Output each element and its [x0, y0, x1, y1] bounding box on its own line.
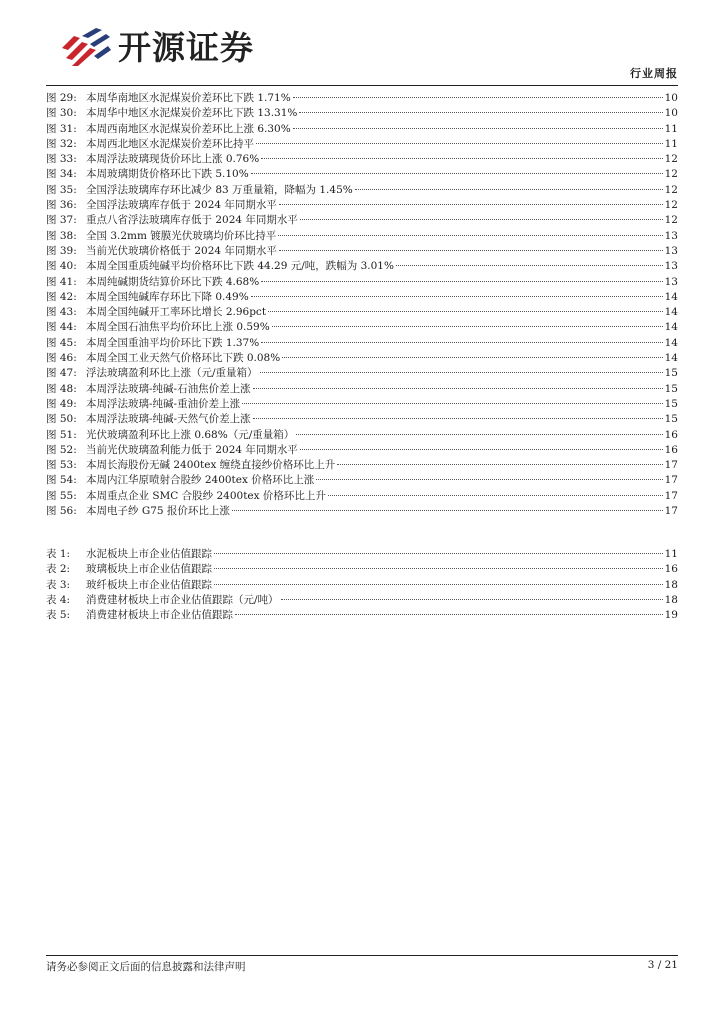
- figure-index-row[interactable]: [46, 166, 678, 181]
- table-index-row[interactable]: [46, 592, 678, 607]
- dot-leader: [328, 495, 663, 496]
- entry-title: 本周华南地区水泥煤炭价差环比下跌 1.71%: [86, 92, 291, 104]
- brand-name: 开源证券: [118, 28, 254, 67]
- figure-index-row[interactable]: [46, 90, 678, 105]
- entry-page: 17: [664, 459, 678, 472]
- dot-leader: [293, 128, 663, 129]
- entry-label: 图 52:: [46, 443, 77, 456]
- dot-leader: [296, 434, 662, 435]
- figure-index-row[interactable]: [46, 365, 678, 380]
- entry-title: 本周浮法玻璃-纯碱-重油价差上涨: [86, 397, 241, 410]
- figure-index-row[interactable]: [46, 381, 678, 396]
- entry-label: 图 45:: [46, 336, 77, 349]
- entry-page: 12: [664, 168, 678, 181]
- entry-page: 16: [664, 563, 678, 576]
- entry-page: 12: [664, 214, 678, 227]
- figure-index-row[interactable]: [46, 289, 678, 304]
- dot-leader: [278, 235, 662, 236]
- entry-title: 本周全国工业天然气价格环比下跌 0.08%: [86, 352, 281, 365]
- entry-title: 本周华中地区水泥煤炭价差环比下跌 13.31%: [86, 107, 298, 120]
- entry-page: 14: [664, 321, 678, 334]
- dot-leader: [235, 614, 663, 615]
- dot-leader: [214, 568, 663, 569]
- dot-leader: [282, 357, 662, 358]
- entry-label: 表 1:: [46, 548, 71, 560]
- entry-page: 16: [664, 428, 678, 441]
- figure-index-row[interactable]: [46, 350, 678, 365]
- entry-title: 本周重点企业 SMC 合股纱 2400tex 价格环比上升: [86, 489, 326, 502]
- dot-leader: [316, 479, 662, 480]
- entry-label: 图 46:: [46, 352, 77, 365]
- figure-index-row[interactable]: [46, 274, 678, 289]
- entry-label: 图 40:: [46, 260, 77, 273]
- entry-page: 13: [664, 229, 678, 242]
- entry-page: 12: [664, 153, 678, 166]
- entry-label: 图 31:: [46, 122, 77, 135]
- entry-page: 18: [664, 578, 678, 591]
- entry-page: 15: [664, 413, 678, 426]
- dot-leader: [261, 342, 662, 343]
- table-index-row[interactable]: [46, 577, 678, 592]
- entry-title: 全国 3.2mm 镀膜光伏玻璃均价环比持平: [86, 229, 277, 242]
- figure-index-row[interactable]: [46, 136, 678, 151]
- entry-label: 图 56:: [46, 505, 77, 518]
- entry-label: 图 39:: [46, 244, 77, 257]
- figure-index-row[interactable]: [46, 197, 678, 212]
- entry-title: 玻纤板块上市企业估值跟踪: [86, 578, 212, 591]
- dot-leader: [355, 189, 663, 190]
- entry-label: 表 4:: [46, 593, 71, 606]
- entry-label: 图 36:: [46, 199, 77, 212]
- entry-page: 13: [664, 275, 678, 288]
- entry-page: 14: [664, 306, 678, 319]
- dot-leader: [214, 584, 663, 585]
- dot-leader: [232, 510, 663, 511]
- figure-index-row[interactable]: [46, 503, 678, 518]
- entry-label: 图 47:: [46, 367, 77, 380]
- entry-title: 消费建材板块上市企业估值跟踪（元/吨）: [86, 593, 279, 606]
- entry-page: 17: [664, 489, 678, 502]
- entry-label: 图 48:: [46, 382, 77, 395]
- figure-index-row[interactable]: [46, 411, 678, 426]
- entry-page: 11: [664, 548, 678, 560]
- entry-title: 本周长海股份无碱 2400tex 缠绕直接纱价格环比上升: [86, 459, 336, 472]
- entry-label: 图 41:: [46, 275, 77, 288]
- entry-label: 表 2:: [46, 563, 71, 576]
- dot-leader: [279, 204, 663, 205]
- entry-title: 当前光伏玻璃盈利能力低于 2024 年同期水平: [86, 443, 298, 456]
- dot-leader: [300, 449, 663, 450]
- brand-logo: [60, 22, 254, 69]
- entry-page: 15: [664, 367, 678, 380]
- figure-index-row[interactable]: [46, 427, 678, 442]
- entry-label: 图 50:: [46, 413, 77, 426]
- dot-leader: [253, 388, 663, 389]
- dot-leader: [281, 599, 663, 600]
- entry-page: 15: [664, 397, 678, 410]
- table-index-row[interactable]: [46, 607, 678, 622]
- entry-label: 图 30:: [46, 107, 77, 120]
- entry-title: 本周全国石油焦平均价环比上涨 0.59%: [86, 321, 270, 334]
- entry-title: 全国浮法玻璃库存环比减少 83 万重量箱，降幅为 1.45%: [86, 183, 353, 196]
- dot-leader: [251, 296, 663, 297]
- entry-page: 19: [664, 609, 678, 622]
- dot-leader: [261, 158, 662, 159]
- dot-leader: [253, 418, 663, 419]
- entry-page: 14: [664, 290, 678, 303]
- figure-index-row[interactable]: [46, 182, 678, 197]
- entry-page: 12: [664, 199, 678, 212]
- entry-page: 16: [664, 443, 678, 456]
- entry-label: 图 54:: [46, 474, 77, 487]
- entry-label: 图 43:: [46, 306, 77, 319]
- entry-page: 17: [664, 505, 678, 518]
- entry-title: 本周西北地区水泥煤炭价差环比持平: [86, 137, 254, 150]
- dot-leader: [251, 173, 663, 174]
- figure-index-row[interactable]: [46, 319, 678, 334]
- entry-title: 重点八省浮法玻璃库存低于 2024 年同期水平: [86, 214, 298, 227]
- kaiyuan-logo-icon: [60, 26, 112, 66]
- entry-title: 本周电子纱 G75 报价环比上涨: [86, 505, 230, 518]
- dot-leader: [299, 112, 662, 113]
- table-index-row[interactable]: [46, 561, 678, 576]
- entry-title: 本周纯碱期货结算价环比下跌 4.68%: [86, 275, 260, 288]
- entry-title: 本周全国纯碱库存环比下降 0.49%: [86, 290, 249, 303]
- entry-label: 图 44:: [46, 321, 77, 334]
- dot-leader: [242, 403, 663, 404]
- entry-page: 12: [664, 183, 678, 196]
- entry-label: 图 38:: [46, 229, 77, 242]
- figure-index-row[interactable]: [46, 105, 678, 120]
- entry-page: 11: [664, 122, 678, 135]
- entry-title: 本周浮法玻璃现货价环比上涨 0.76%: [86, 153, 260, 166]
- entry-title: 本周浮法玻璃-纯碱-石油焦价差上涨: [86, 382, 251, 395]
- dot-leader: [293, 97, 663, 98]
- entry-label: 图 33:: [46, 153, 77, 166]
- dot-leader: [260, 372, 663, 373]
- table-index-row[interactable]: [46, 546, 678, 561]
- header-divider: [46, 85, 678, 86]
- entry-title: 消费建材板块上市企业估值跟踪: [86, 609, 233, 622]
- figure-index-row[interactable]: [46, 151, 678, 166]
- entry-label: 图 53:: [46, 459, 77, 472]
- entry-title: 本周全国重质纯碱平均价格环比下跌 44.29 元/吨，跌幅为 3.01%: [86, 260, 394, 273]
- figure-index-row[interactable]: [46, 442, 678, 457]
- entry-title: 玻璃板块上市企业估值跟踪: [86, 563, 212, 576]
- dot-leader: [279, 250, 663, 251]
- entry-label: 图 42:: [46, 290, 77, 303]
- entry-title: 当前光伏玻璃价格低于 2024 年同期水平: [86, 244, 277, 257]
- entry-title: 本周内江华原喷射合股纱 2400tex 价格环比上涨: [86, 474, 315, 487]
- entry-title: 本周全国纯碱开工率环比增长 2.96pct: [86, 306, 267, 319]
- entry-page: 10: [664, 107, 678, 120]
- dot-leader: [396, 265, 663, 266]
- entry-page: 15: [664, 382, 678, 395]
- figure-index-row[interactable]: [46, 472, 678, 487]
- entry-page: 13: [664, 260, 678, 273]
- entry-label: 图 37:: [46, 214, 77, 227]
- figure-index-row[interactable]: [46, 335, 678, 350]
- dot-leader: [300, 219, 663, 220]
- figure-index-row[interactable]: [46, 396, 678, 411]
- dot-leader: [268, 311, 663, 312]
- entry-title: 本周西南地区水泥煤炭价差环比上涨 6.30%: [86, 122, 291, 135]
- entry-page: 18: [664, 593, 678, 606]
- footer-divider: [46, 955, 678, 956]
- dot-leader: [337, 464, 662, 465]
- entry-label: 图 55:: [46, 489, 77, 502]
- entry-label: 图 32:: [46, 137, 77, 150]
- entry-title: 水泥板块上市企业估值跟踪: [86, 548, 212, 560]
- entry-page: 14: [664, 336, 678, 349]
- entry-title: 本周浮法玻璃-纯碱-天然气价差上涨: [86, 413, 251, 426]
- dot-leader: [214, 553, 663, 554]
- entry-label: 表 5:: [46, 609, 71, 622]
- dot-leader: [256, 143, 663, 144]
- tables-index: [46, 546, 678, 622]
- figure-index-row[interactable]: [46, 457, 678, 472]
- dot-leader: [272, 326, 663, 327]
- entry-title: 全国浮法玻璃库存低于 2024 年同期水平: [86, 199, 277, 212]
- figure-index-row[interactable]: [46, 121, 678, 136]
- entry-page: 13: [664, 244, 678, 257]
- entry-label: 表 3:: [46, 578, 71, 591]
- report-type-label: 行业周报: [630, 67, 678, 80]
- entry-page: 17: [664, 474, 678, 487]
- figure-index-row[interactable]: [46, 212, 678, 227]
- footer-disclaimer: 请务必参阅正文后面的信息披露和法律声明: [46, 961, 246, 973]
- entry-title: 本周玻璃期货价格环比下跌 5.10%: [86, 168, 249, 181]
- figure-index-row[interactable]: [46, 243, 678, 258]
- entry-page: 11: [664, 137, 678, 150]
- entry-label: 图 51:: [46, 428, 77, 441]
- figure-index-row[interactable]: [46, 304, 678, 319]
- entry-page: 14: [664, 352, 678, 365]
- entry-label: 图 29:: [46, 92, 77, 104]
- figure-index-row[interactable]: [46, 228, 678, 243]
- entry-title: 光伏玻璃盈利环比上涨 0.68%（元/重量箱）: [86, 428, 295, 441]
- figure-index-row[interactable]: [46, 488, 678, 503]
- page-header: [0, 0, 724, 90]
- entry-title: 本周全国重油平均价环比下跌 1.37%: [86, 336, 260, 349]
- dot-leader: [261, 281, 662, 282]
- entry-title: 浮法玻璃盈利环比上涨（元/重量箱）: [86, 367, 258, 380]
- page-number: 3 / 21: [647, 959, 678, 971]
- figure-index-row[interactable]: [46, 258, 678, 273]
- entry-label: 图 35:: [46, 183, 77, 196]
- entry-page: 10: [664, 92, 678, 104]
- figures-index: [46, 90, 678, 518]
- entry-label: 图 34:: [46, 168, 77, 181]
- entry-label: 图 49:: [46, 397, 77, 410]
